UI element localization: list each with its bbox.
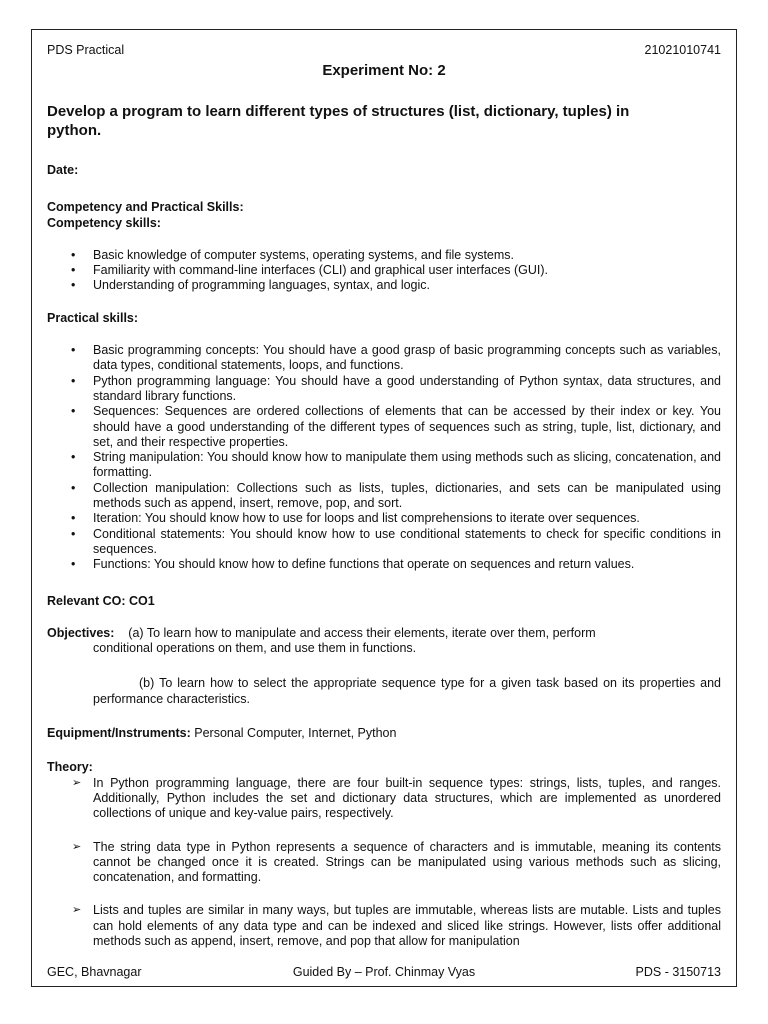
practical-skills-heading: Practical skills: [47,310,139,325]
footer-guide: Guided By – Prof. Chinmay Vyas [292,965,476,979]
list-item: ➢ In Python programming language, there are four built-in sequence types: strings, lists, tuples, and ranges. Additionally, Python includes the set and dictionary data structures, which are implemented as unordered collections of unique and key-value pairs, respectively. [72,775,721,821]
footer-college: GEC, Bhavnagar [47,965,142,979]
bullet-icon: • [71,526,76,541]
objective-a-continued: conditional operations on them, and use them in functions. [93,641,417,656]
page-title: Develop a program to learn different types of structures (list, dictionary, tuples) in python. [47,103,630,139]
list-item: • Conditional statements: You should know how to use conditional statements to check for specific conditions in sequences. [71,526,721,556]
list-item: • Familiarity with command-line interfaces (CLI) and graphical user interfaces (GUI). [71,263,549,278]
arrow-bullet-icon: ➢ [72,904,82,917]
list-item: • Understanding of programming languages, syntax, and logic. [71,278,431,293]
relevant-co: Relevant CO: CO1 [47,593,155,608]
bullet-icon: • [71,278,76,293]
list-item: • Functions: You should know how to define functions that operate on sequences and return values. [71,557,635,572]
header-course: PDS Practical [47,43,125,57]
competency-list [47,248,721,294]
bullet-icon: • [71,247,76,262]
list-item: ➢ Lists and tuples are similar in many ways, but tuples are immutable, whereas lists are mutable. Lists and tuples can hold elements of any data type and can be indexed and sliced like strings. However, lists offer additional methods such as append, insert, remove, and pop that allow for manipulation [72,903,721,948]
objective-a: Objectives: (a) To learn how to manipulate and access their elements, iterate over them, perform [47,625,596,640]
bullet-icon: • [71,480,76,495]
experiment-title: Experiment No: 2 [322,62,446,79]
list-item: • Basic knowledge of computer systems, operating systems, and file systems. [71,247,515,262]
bullet-icon: • [71,343,76,358]
bullet-icon: • [71,511,76,526]
theory-heading: Theory: [47,760,93,775]
bullet-icon: • [71,557,76,572]
list-item: ➢ The string data type in Python represents a sequence of characters and is immutable, meaning its contents cannot be changed once it is created. Strings can be manipulated using various methods such as slicing, concatenation, and formatting. [72,839,721,885]
list-item: • Iteration: You should know how to use for loops and list comprehensions to iterate over sequences. [71,511,640,526]
objectives-label: Objectives: [47,625,115,640]
practical-list [47,343,721,572]
bullet-icon: • [71,404,76,419]
arrow-bullet-icon: ➢ [72,840,82,853]
bullet-icon: • [71,263,76,278]
competency-skills-heading: Competency skills: [47,215,161,230]
list-item: • Python programming language: You should have a good understanding of Python syntax, data structures, and standard library functions. [71,373,721,403]
footer-subject-code: PDS - 3150713 [635,965,721,979]
equipment-line: Equipment/Instruments: Personal Computer, Internet, Python [47,726,397,741]
list-item: • Sequences: Sequences are ordered collections of elements that can be accessed by their index or key. You should have a good understanding of the different types of sequences such as string, tuple, list, dictionary, and set, and their respective properties. [71,404,721,449]
header-enrollment-number: 21021010741 [644,43,721,57]
theory-list [47,776,721,950]
objective-b: (b) To learn how to select the appropriate sequence type for a given task based on its properties and performance characteristics. [93,676,721,706]
date-label: Date: [47,163,79,177]
list-item: • String manipulation: You should know how to manipulate them using methods such as slicing, concatenation, and formatting. [71,450,721,480]
bullet-icon: • [71,373,76,388]
list-item: • Collection manipulation: Collections such as lists, tuples, dictionaries, and sets can be manipulated using methods such as append, insert, remove, pop, and sort. [71,480,721,511]
document-body [47,163,721,949]
list-item: • Basic programming concepts: You should have a good grasp of basic programming concepts such as variables, data types, conditional statements, loops, and functions. [71,343,721,373]
competency-heading: Competency and Practical Skills: [47,200,244,215]
arrow-bullet-icon: ➢ [72,776,82,789]
bullet-icon: • [71,450,76,465]
